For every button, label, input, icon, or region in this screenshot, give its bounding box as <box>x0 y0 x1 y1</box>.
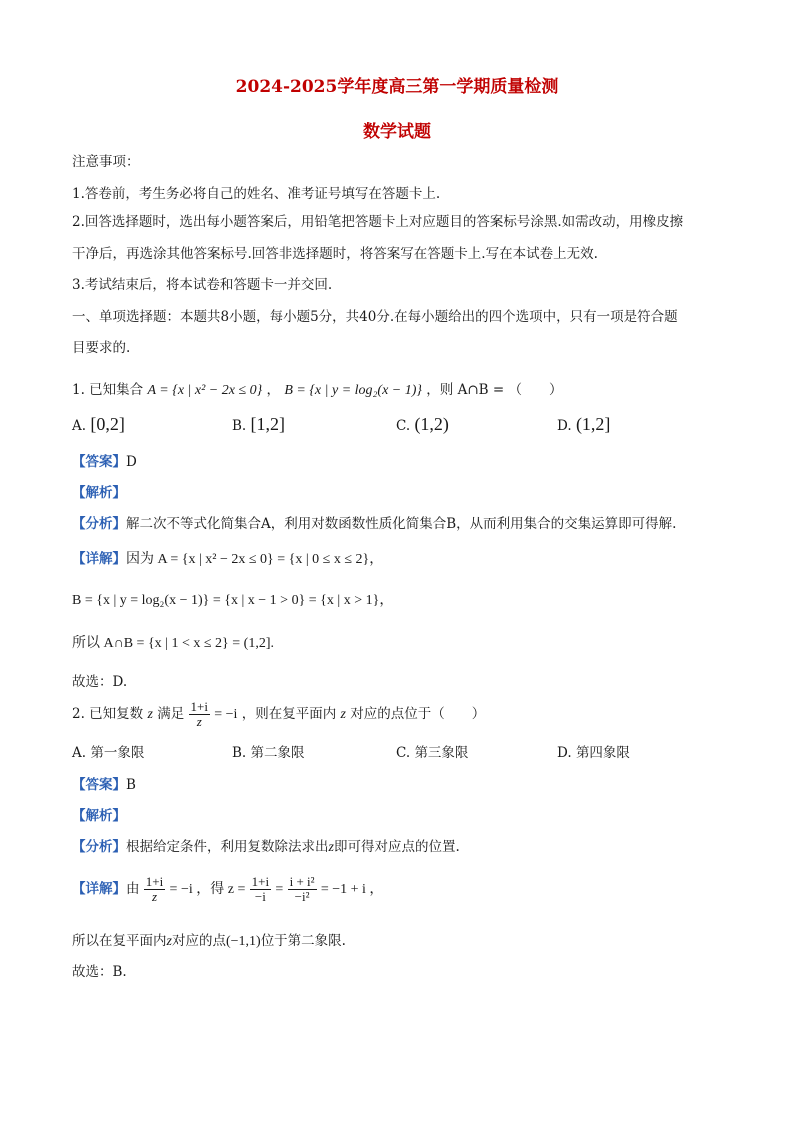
q1-prefix: 1. 已知集合 <box>72 382 144 398</box>
q1-set-b: B = {x | y = log₂(x − 1)} <box>284 383 422 398</box>
q1-answer-value: D <box>126 454 137 470</box>
q1-answer-tag: 【答案】 <box>72 454 126 470</box>
q1-detail-3: 所以 A∩B = {x | 1 < x ≤ 2} = (1,2]. <box>72 636 274 651</box>
q2-detail-tag: 【详解】 <box>72 881 126 897</box>
q2-option-d-label: D. <box>557 745 572 761</box>
q1-fenxi <box>72 516 676 532</box>
q2-location <box>72 933 346 950</box>
q2-detail-a: 由 <box>126 881 140 897</box>
q2-fraction-denominator: z <box>196 714 202 729</box>
q2-location-c: 位于第二象限. <box>260 933 346 949</box>
notice-item-2b: 干净后，再选涂其他答案标号.回答非选择题时，将答案写在答题卡上.写在本试卷上无效. <box>72 246 598 262</box>
q2-option-a-value: 第一象限 <box>90 745 145 761</box>
q1-detail-2: B = {x | y = log₂(x − 1)} = {x | x − 1 > 0} = {x | x > 1}， <box>72 593 394 608</box>
q1-option-d-value: (1,2] <box>575 414 611 434</box>
q1-option-a <box>72 416 125 434</box>
question-2-stem <box>72 700 485 729</box>
q2-fenxi-tag: 【分析】 <box>72 839 126 855</box>
q2-prefix: 2. 已知复数 <box>72 706 144 722</box>
q2-detail-fraction-2-numerator: 1+i <box>251 874 270 889</box>
q1-conclusion: 故选：D. <box>72 674 128 690</box>
q2-fraction-numerator: 1+i <box>190 699 208 714</box>
q2-fraction <box>189 700 210 729</box>
q2-detail-fraction-2 <box>250 875 271 904</box>
q1-ask: ，则 A∩B = （ ） <box>426 382 563 398</box>
q1-detail-tag: 【详解】 <box>72 551 126 567</box>
q2-cond: 满足 <box>157 706 185 722</box>
q2-variable-z: z <box>147 707 153 722</box>
q1-detail-1-text: 因为 A = {x | x² − 2x ≤ 0} = {x | 0 ≤ x ≤ 2}， <box>126 552 384 567</box>
q2-answer-value: B <box>126 777 136 793</box>
q2-detail-fraction-1 <box>144 875 165 904</box>
q2-option-a-label: A. <box>72 745 87 761</box>
notice-heading: 注意事项： <box>72 154 140 170</box>
exam-title: 2024-2025学年度高三第一学期质量检测 <box>235 77 559 97</box>
q2-location-a: 所以在复平面内 <box>72 933 167 949</box>
q2-option-c-label: C. <box>396 745 411 761</box>
q2-option-d-value: 第四象限 <box>575 745 630 761</box>
q2-detail <box>72 875 383 904</box>
q2-variable-z-2: z <box>340 707 346 722</box>
q2-detail-d: = −1 + i ， <box>320 882 384 897</box>
q2-detail-fraction-3 <box>288 875 317 904</box>
section-heading-line2: 目要求的. <box>72 340 131 356</box>
q1-set-a: A = {x | x² − 2x ≤ 0} <box>147 383 263 398</box>
section-heading-line1: 一、单项选择题：本题共8小题，每小题5分，共40分.在每小题给出的四个选项中，只有一项是符合题 <box>72 309 678 325</box>
exam-subtitle: 数学试题 <box>363 122 431 142</box>
q2-option-a <box>72 745 144 761</box>
q1-option-b-label: B. <box>232 418 247 434</box>
q2-equation: = −i <box>214 707 238 722</box>
q2-point: (−1,1) <box>225 934 261 949</box>
q2-conclusion: 故选：B. <box>72 964 127 980</box>
q1-answer <box>72 454 137 470</box>
q2-fenxi-text-b: 即可得对应点的位置. <box>333 839 460 855</box>
q2-variable-z-3: z <box>328 840 334 855</box>
q1-option-a-value: [0,2] <box>90 414 125 434</box>
q2-detail-fraction-1-denominator: z <box>151 889 158 904</box>
q2-analysis-tag: 【解析】 <box>72 808 126 824</box>
q2-detail-fraction-1-numerator: 1+i <box>145 874 164 889</box>
q1-option-d-label: D. <box>557 418 572 434</box>
notice-item-2a: 2.回答选择题时，选出每小题答案后，用铅笔把答题卡上对应题目的答案标号涂黑.如需改动，用橡皮擦 <box>72 214 684 230</box>
q2-fenxi <box>72 839 460 856</box>
q2-option-b-value: 第二象限 <box>250 745 305 761</box>
q1-fenxi-tag: 【分析】 <box>72 516 126 532</box>
q2-detail-b: = −i ，得 z = <box>169 882 246 897</box>
q2-detail-c: = <box>275 882 284 897</box>
q2-ask: ，则在复平面内 <box>241 706 337 722</box>
q2-ask-2: 对应的点位于（ ） <box>350 706 486 722</box>
q1-comma: ， <box>266 382 281 398</box>
q1-option-c-value: (1,2) <box>414 414 449 434</box>
q1-option-a-label: A. <box>72 418 87 434</box>
q2-option-c <box>396 745 468 761</box>
q1-option-b-value: [1,2] <box>250 414 286 434</box>
q1-option-c-label: C. <box>396 418 411 434</box>
q1-option-c <box>396 416 449 434</box>
q2-answer-tag: 【答案】 <box>72 777 126 793</box>
q2-option-c-value: 第三象限 <box>414 745 469 761</box>
q2-location-b: 对应的点 <box>171 933 226 949</box>
notice-item-3: 3.考试结束后，将本试卷和答题卡一并交回. <box>72 277 333 293</box>
q2-detail-fraction-2-denominator: −i <box>254 889 266 904</box>
q2-option-b <box>232 745 305 761</box>
q2-option-d <box>557 745 630 761</box>
q2-answer <box>72 777 136 793</box>
q2-variable-z-4: z <box>166 934 172 949</box>
q1-option-d <box>557 416 610 434</box>
question-1-stem <box>72 382 562 399</box>
q2-fenxi-text-a: 根据给定条件，利用复数除法求出 <box>126 839 329 855</box>
notice-item-1: 1.答卷前，考生务必将自己的姓名、准考证号填写在答题卡上. <box>72 186 441 202</box>
q1-detail-1 <box>72 551 383 568</box>
q2-detail-fraction-3-denominator: −i² <box>294 889 310 904</box>
q2-detail-fraction-3-numerator: i + i² <box>289 874 315 889</box>
q1-fenxi-text: 解二次不等式化简集合A，利用对数函数性质化简集合B，从而利用集合的交集运算即可得解. <box>126 516 677 532</box>
q2-option-b-label: B. <box>232 745 247 761</box>
q1-analysis-tag: 【解析】 <box>72 485 126 501</box>
q1-option-b <box>232 416 285 434</box>
